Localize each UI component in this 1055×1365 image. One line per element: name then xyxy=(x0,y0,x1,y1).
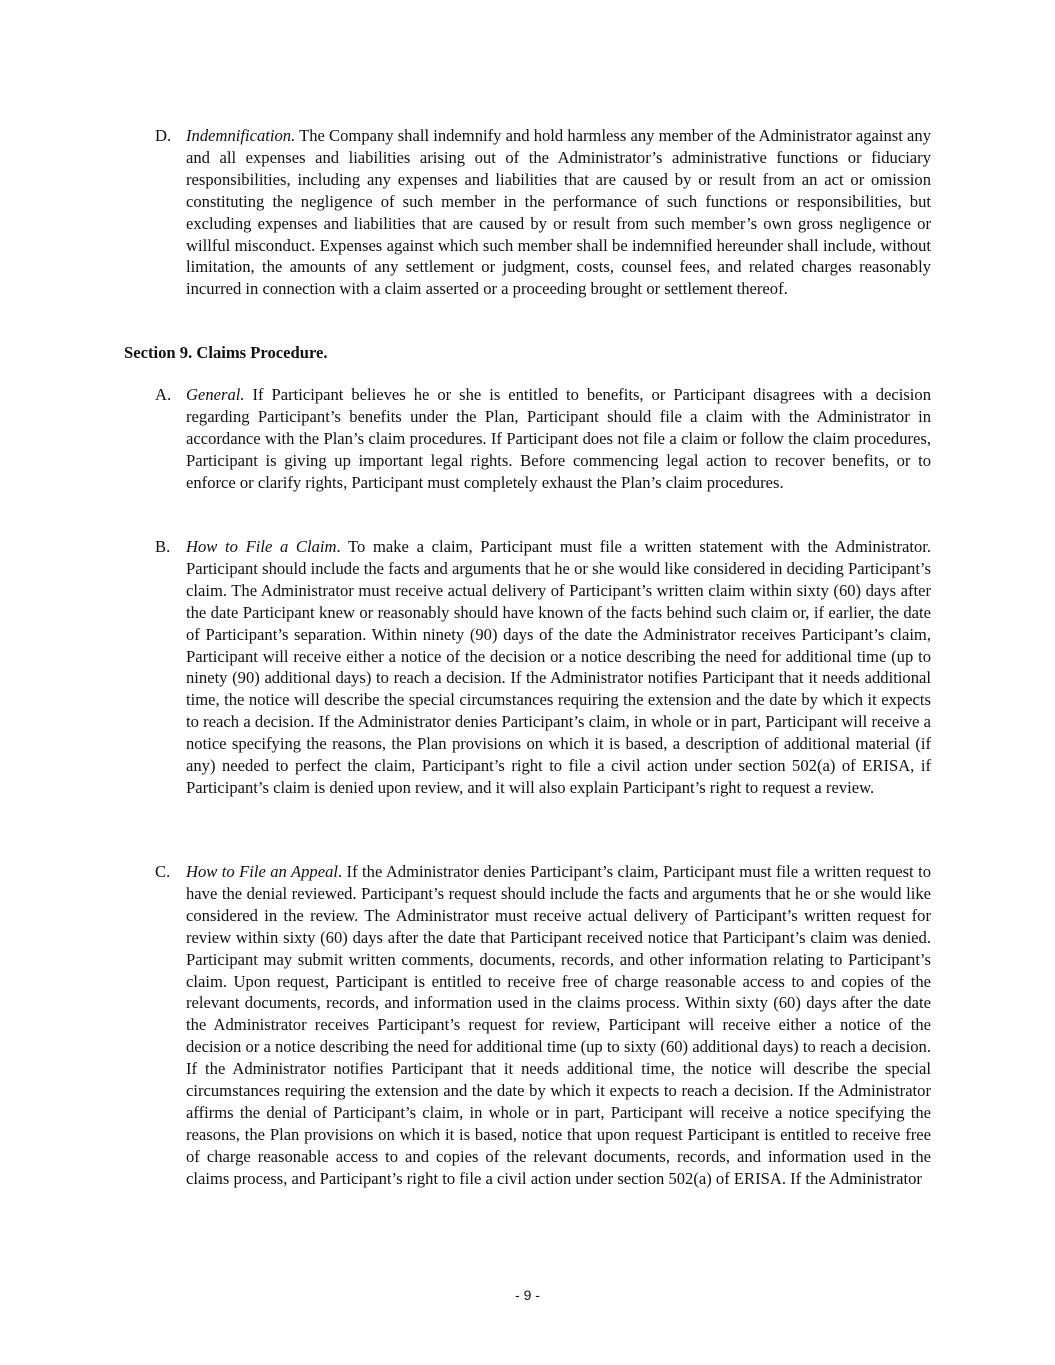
section-heading: Section 9. Claims Procedure. xyxy=(124,343,328,362)
paragraph-text: The Company shall indemnify and hold harmless any member of the Administrator against any and all expenses and liabilities arising out of the Administrator’s administrative functions or fiduciary responsibilities, including any expenses and liabilities that are caused by or result from an act or omission constituting the negligence of such member in the performance of such functions or responsibilities, but excluding expenses and liabilities that are caused by or result from such member’s own gross negligence or willful misconduct. Expenses against which such member shall be indemnified hereunder shall include, without limitation, the amounts of any settlement or judgment, costs, counsel fees, and related charges reasonably incurred in connection with a claim asserted or a proceeding brought or settlement thereof. xyxy=(186,126,931,299)
paragraph-text: . To make a claim, Participant must file a written statement with the Administrator. Participant should include the facts and arguments that he or she would like considered in deciding Participant’s claim. The Administrator must receive actual delivery of Participant’s written claim within sixty (60) days after the date Participant knew or reasonably should have known of the facts behind such claim or, if earlier, the date of Participant’s separation. Within ninety (90) days of the date the Administrator receives Participant’s claim, Participant will receive either a notice of the decision or a notice describing the need for additional time (up to ninety (90) additional days) to reach a decision. If the Administrator notifies Participant that it needs additional time, the notice will describe the special circumstances requiring the extension and the date by which it expects to reach a decision. If the Administrator denies Participant’s claim, in whole or in part, Participant will receive a notice specifying the reasons, the Plan provisions on which it is based, a description of additional material (if any) needed to perfect the claim, Participant’s right to file a civil action under section 502(a) of ERISA, if Participant’s claim is denied upon review, and it will also explain Participant’s right to request a review. xyxy=(186,537,931,797)
paragraph-text: . If the Administrator denies Participant’s claim, Participant must file a written request to have the denial reviewed. Participant’s request should include the facts and arguments that he or she would like considered in the review. The Administrator must receive actual delivery of Participant’s written request for review within sixty (60) days after the date that Participant received notice that Participant’s claim was denied. Participant may submit written comments, documents, records, and other information relating to Participant’s claim. Upon request, Participant is entitled to receive free of charge reasonable access to and copies of the relevant documents, records, and information used in the claims process. Within sixty (60) days after the date the Administrator receives Participant’s request for review, Participant will receive either a notice of the decision or a notice describing the need for additional time (up to sixty (60) additional days) to reach a decision. If the Administrator notifies Participant that it needs additional time, the notice will describe the special circumstances requiring the extension and the date by which it expects to reach a decision. If the Administrator affirms the denial of Participant’s claim, in whole or in part, Participant will receive a notice specifying the reasons, the Plan provisions on which it is based, notice that upon request Participant is entitled to receive free of charge reasonable access to and copies of the relevant documents, records, and information used in the claims process, and Participant’s right to file a civil action under section 502(a) of ERISA. If the Administrator xyxy=(186,862,931,1188)
paragraph-heading: Indemnification. xyxy=(186,126,296,145)
paragraph-how-to-file-appeal xyxy=(155,861,931,1190)
item-letter: C. xyxy=(155,862,171,881)
paragraph-body xyxy=(186,384,931,494)
paragraph-general xyxy=(155,384,931,494)
page-number: - 9 - xyxy=(515,1287,540,1303)
paragraph-heading: How to File a Claim xyxy=(186,537,337,556)
paragraph-indemnification xyxy=(155,125,931,300)
paragraph-heading: General. xyxy=(186,385,245,404)
item-letter: B. xyxy=(155,537,171,556)
paragraph-text: If Participant believes he or she is entitled to benefits, or Participant disagrees with a decision regarding Participant’s benefits under the Plan, Participant should file a claim with the Administrator in accordance with the Plan’s claim procedures. If Participant does not file a claim or follow the claim procedures, Participant is giving up important legal rights. Before commencing legal action to recover benefits, or to enforce or clarify rights, Participant must completely exhaust the Plan’s claim procedures. xyxy=(186,385,931,492)
paragraph-body xyxy=(186,861,931,1190)
item-letter: D. xyxy=(155,126,172,145)
paragraph-how-to-file-claim xyxy=(155,536,931,799)
paragraph-heading: How to File an Appeal xyxy=(186,862,338,881)
paragraph-body xyxy=(186,536,931,799)
paragraph-body xyxy=(186,125,931,300)
item-letter: A. xyxy=(155,385,172,404)
